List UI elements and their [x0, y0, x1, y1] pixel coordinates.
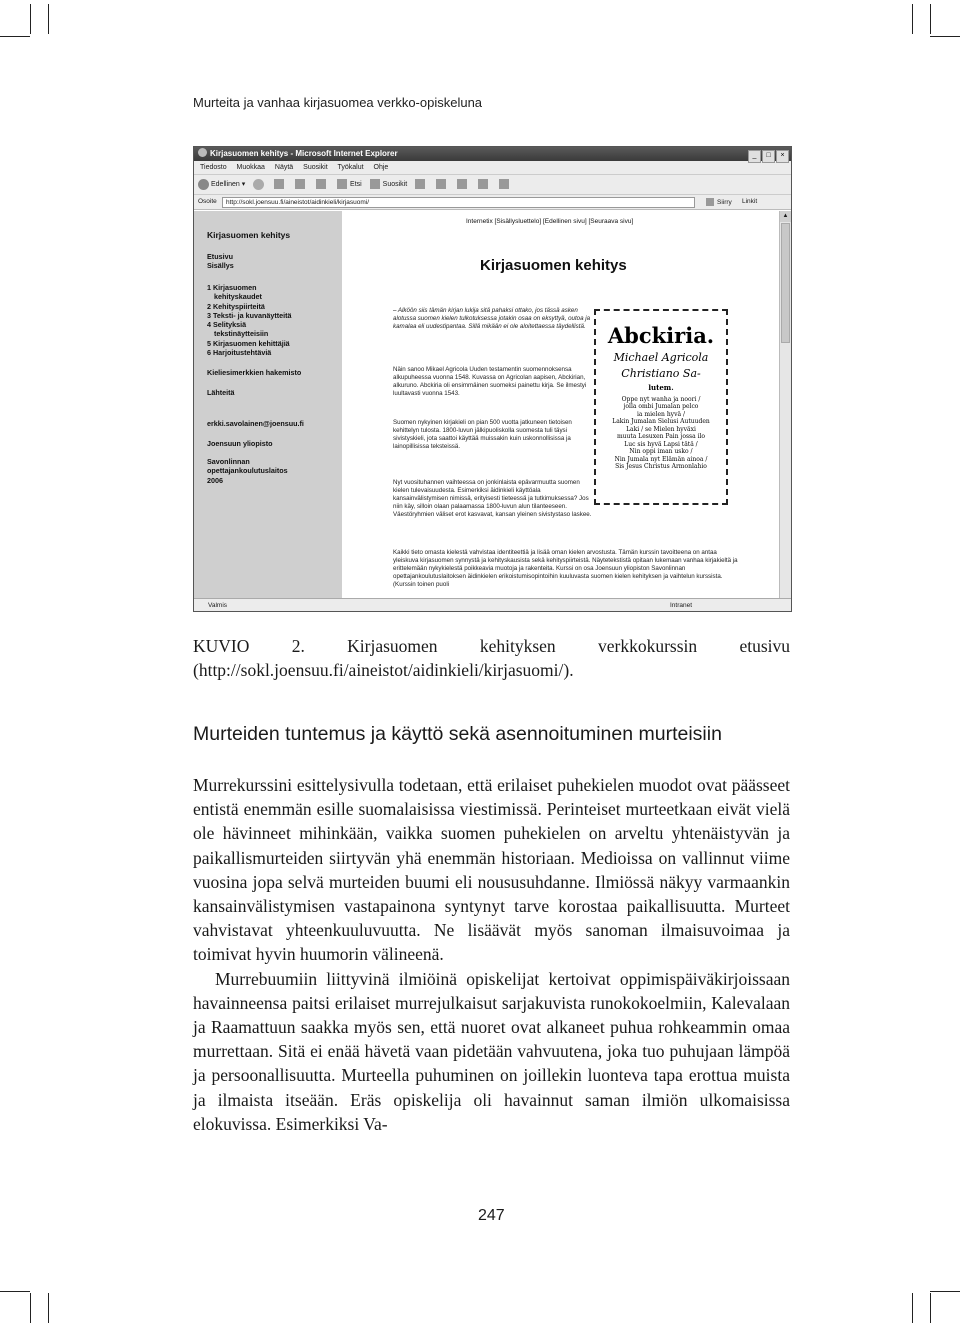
history-icon	[415, 179, 425, 189]
favorites-button[interactable]: Suosikit	[370, 175, 408, 194]
home-button[interactable]	[316, 175, 329, 194]
sidebar-item-sources[interactable]: Lähteitä	[207, 388, 235, 397]
status-text: Valmis	[208, 602, 228, 609]
abckiria-title-page-image: Abckiria. Michael Agricola Christiano Sa- lutem. Oppe nyt wanha ja noori / jolla ombi Jumalan pelco ia mielen hyvä / Lakin Jumalan Sielusi Autuuden Laki / se Mielen hyväxi muuta Lesuxen Pain jossa ilo Luc sis hyvä Lapsi tätä / Nin oppi iman usko / Nin Jumala nyt Elämän ainoa / Sis Jesus Christus Armonlahio	[594, 309, 728, 505]
figure-caption: KUVIO 2. Kirjasuomen kehityksen verkkokurssin etusivu (http://sokl.joensuu.fi/aineistot/aidinkieli/kirjasuomi/).	[193, 636, 790, 680]
browser-screenshot	[193, 146, 792, 612]
sidebar-item-section[interactable]: kehityskaudet	[214, 292, 262, 302]
page-title: Kirjasuomen kehitys	[480, 257, 627, 274]
edit-button[interactable]	[478, 175, 491, 194]
running-head: Murteita ja vanhaa kirjasuomea verkko-opiskeluna	[193, 95, 483, 110]
agricola-quote: – Alköön siis tämän kirjan lukija sitä pahaksi ottako, jos tässä asken alotussa suomen kielen tulkotuksessa jotakin osaa on eksyttyä, outoa ja kamalaa eli uudestipantaa. Sillä mikään ei ole aloitettaessa täydellistä.	[393, 307, 591, 330]
sidebar-institute: Savonlinnan opettajankoulutuslaitos 2006	[207, 457, 288, 485]
woodcut-verse: Oppe nyt wanha ja noori / jolla ombi Jumalan pelco ia mielen hyvä / Lakin Jumalan Sielusi Autuuden Laki / se Mielen hyväxi muuta Lesuxen Pain jossa ilo Luc sis hyvä Lapsi tätä / Nin oppi iman usko / Nin Jumala nyt Elämän ainoa / Sis Jesus Christus Armonlahio	[612, 395, 710, 470]
crop-mark	[30, 1293, 31, 1323]
crop-mark	[48, 4, 49, 34]
crop-mark	[0, 36, 30, 37]
address-input[interactable]: http://sokl.joensuu.fi/aineistot/aidinkieli/kirjasuomi/	[222, 197, 695, 208]
mail-icon	[436, 179, 446, 189]
menu-bar	[194, 161, 791, 175]
sidebar-item-section[interactable]: tekstinäytteisiin	[214, 329, 269, 339]
messenger-button[interactable]	[499, 175, 512, 194]
top-nav-links[interactable]: Internetix [Sisällysluettelo] [Edellinen sivu] [Seuraava sivu]	[466, 218, 634, 225]
print-icon	[457, 179, 467, 189]
back-arrow-icon	[198, 179, 209, 190]
crop-mark	[0, 1291, 30, 1292]
star-icon	[370, 179, 380, 189]
content-paragraph: Suomen nykyinen kirjakieli on pian 500 vuotta jatkuneen tietoisen kehittelyn tulosta. 1800-luvun jälkipuoliskolla suomesta tuli täysi sivistyskieli, jota saattoi käyttää muissakin kuin uskonnollisissa ja lainopillisissa teksteissä.	[393, 419, 572, 450]
page-content	[342, 211, 779, 598]
crop-mark	[912, 1293, 913, 1323]
search-button[interactable]: Etsi	[337, 175, 362, 194]
go-arrow-icon	[706, 198, 714, 206]
refresh-icon	[295, 179, 305, 189]
menu-tools[interactable]: Työkalut	[337, 164, 364, 171]
woodcut-title: Abckiria.	[607, 323, 715, 348]
ie-logo-icon	[198, 148, 207, 157]
sidebar-email-link[interactable]: erkki.savolainen@joensuu.fi	[207, 419, 304, 428]
browser-toolbar	[194, 175, 791, 195]
crop-mark	[930, 36, 960, 37]
body-text	[193, 773, 790, 1136]
mail-button[interactable]	[436, 175, 449, 194]
menu-favorites[interactable]: Suosikit	[303, 164, 328, 171]
content-paragraph: Kaikki tieto omasta kielestä vahvistaa identiteettiä ja lisää oman kielen arvostusta. Tämän kurssin tavoitteena on antaa yleiskuva kirjasuomen synnystä ja kehityskausista sekä kehityspiirteistä. Näytetekstistä opitaan lukemaan vanhaa kirjakieltä ja erittelemään nykykielestä poikkeavia muotoja ja rakenteita. Kurssi on osa Joensuun yliopiston Savonlinnan opettajankoulutuslaitoksen äidinkielen erikoistumisopintoihin kuuluvasta suomen kielen kehityksen ja vaihtelun kurssista. (Kurssin toinen puoli	[393, 549, 738, 588]
messenger-icon	[499, 179, 509, 189]
search-icon	[337, 179, 347, 189]
print-button[interactable]	[457, 175, 470, 194]
vertical-scrollbar[interactable]	[779, 211, 791, 598]
history-button[interactable]	[415, 175, 428, 194]
edit-icon	[478, 179, 488, 189]
body-paragraph: Murrebuumiin liittyvinä ilmiöinä opiskelijat kertoivat oppimispäiväkirjoissaan havainneensa paitsi erilaiset murrejulkaisut sarjakuvista runokokoelmiin, Kalevalaan ja Raamattuun saakka myös sen, että nuoret ovat alkaneet puhua rohkeammin omaa murrettaan. Sitä ei enää hävetä vaan pidetään vahvuutena, joka tuo puhujaan lämpöä ja persoonallisuutta. Murteella puhuminen on joillekin luonteva tapa erottua muista ja ilmaista itseään. Eräs opiskelija oli havainnut saman ilmiön ulkomaisissa elokuvissa. Esimerkiksi Va-	[193, 968, 790, 1134]
window-titlebar	[194, 147, 791, 161]
body-paragraph: Murrekurssini esittelysivulla todetaan, että erilaiset puhekielen muodot ovat päässeet entistä enemmän esille suomalaisissa viestimissä. Perinteiset murteetkaan eivät vielä ole hävinneet mihinkään, vaikka suomen puhekielen on arveltu yhtenäistyvän ja paikallismurteiden siirtyvän yhä enemmän historiaan. Medioissa on vallinnut viime vuosina jopa selvä murteiden buumi eli noususuhdanne. Ilmiössä näkyy varmaankin kansainvälistymisen vastapainona syntynyt tarve korostaa paikallisuutta. Murteet vahvistavat yhteenkuuluvuutta. Ne lisäävät myös sanoman ilmaisuvoimaa ja toimivat hyvin huumorin välineenä.	[193, 775, 790, 965]
home-icon	[316, 179, 326, 189]
page-number: 247	[478, 1207, 505, 1224]
crop-mark	[930, 4, 931, 34]
menu-edit[interactable]: Muokkaa	[236, 164, 265, 171]
sidebar-university: Joensuun yliopisto	[207, 439, 273, 448]
sidebar-sections	[207, 283, 292, 357]
back-button[interactable]: Edellinen ▾	[198, 175, 245, 194]
sidebar-item-section[interactable]: 5 Kirjasuomen kehittäjiä	[207, 338, 290, 348]
section-heading: Murteiden tuntemus ja käyttö sekä asennoituminen murteisiin	[193, 723, 722, 745]
sidebar-item-section[interactable]: 1 Kirjasuomen	[207, 283, 257, 292]
content-paragraph: Nyt vuosituhannen vaihteessa on jonkinlaista epävarmuutta suomen kielen tulevaisuudesta. Esimerkiksi äidinkieli käyttöala kansainvälistymisen nimissä, erityisesti tieteessä ja tutkimuksessa? Jos niin käy, silloin olaan palaamassa 1800-luvun alun tilanteeseen. Väestöryhmien väliset erot kasvavat, kansan yleinen sivistystaso laskee.	[393, 479, 592, 518]
minimize-icon[interactable]: _	[748, 150, 761, 163]
stop-icon	[274, 179, 284, 189]
crop-mark	[48, 1293, 49, 1323]
site-sidebar	[194, 211, 342, 598]
stop-button[interactable]	[274, 175, 287, 194]
go-button[interactable]: Siirry	[706, 196, 732, 210]
sidebar-item-section[interactable]: 6 Harjoitustehtäviä	[207, 348, 272, 358]
crop-mark	[930, 1293, 931, 1323]
scroll-thumb[interactable]	[781, 223, 790, 343]
refresh-button[interactable]	[295, 175, 308, 194]
address-bar	[194, 195, 791, 210]
maximize-icon[interactable]: □	[762, 150, 775, 163]
sidebar-item-dialect-index[interactable]: Kieliesimerkkien hakemisto	[207, 368, 302, 377]
sidebar-item-home[interactable]: Etusivu	[207, 252, 233, 261]
menu-file[interactable]: Tiedosto	[200, 164, 227, 171]
crop-mark	[912, 4, 913, 34]
menu-view[interactable]: Näytä	[274, 164, 294, 171]
intro-paragraph: Näin sanoo Mikael Agricola Uuden testamentin suomennoksensa alkupuheessa vuonna 1548. Kuvassa on Agricolan aapisen, Abckirian, alkuruno. Abckiria oli ensimmäinen suomeksi painettu kirja. Se ilmestyi luultavasti vuonna 1543.	[393, 366, 587, 397]
sidebar-item-section[interactable]: 3 Teksti- ja kuvanäytteitä	[207, 310, 292, 320]
sidebar-item-section[interactable]: 2 Kehityspiirteitä	[207, 301, 265, 311]
links-button[interactable]: Linkit	[742, 198, 758, 205]
status-bar	[194, 598, 791, 612]
sidebar-nav-top	[207, 252, 234, 271]
web-page	[194, 211, 779, 598]
forward-arrow-icon	[253, 179, 264, 190]
forward-button[interactable]	[253, 175, 266, 194]
scroll-up-icon[interactable]: ▲	[780, 211, 791, 222]
window-title: Kirjasuomen kehitys - Microsoft Internet Explorer	[210, 149, 398, 158]
zone-indicator: Intranet	[670, 602, 693, 609]
sidebar-title: Kirjasuomen kehitys	[207, 230, 291, 240]
crop-mark	[30, 4, 31, 34]
address-label: Osoite	[198, 198, 217, 205]
menu-help[interactable]: Ohje	[373, 164, 389, 171]
close-icon[interactable]: ×	[776, 150, 789, 163]
crop-mark	[930, 1291, 960, 1292]
sidebar-item-contents[interactable]: Sisällys	[207, 261, 234, 271]
sidebar-item-section[interactable]: 4 Selityksiä	[207, 320, 247, 330]
